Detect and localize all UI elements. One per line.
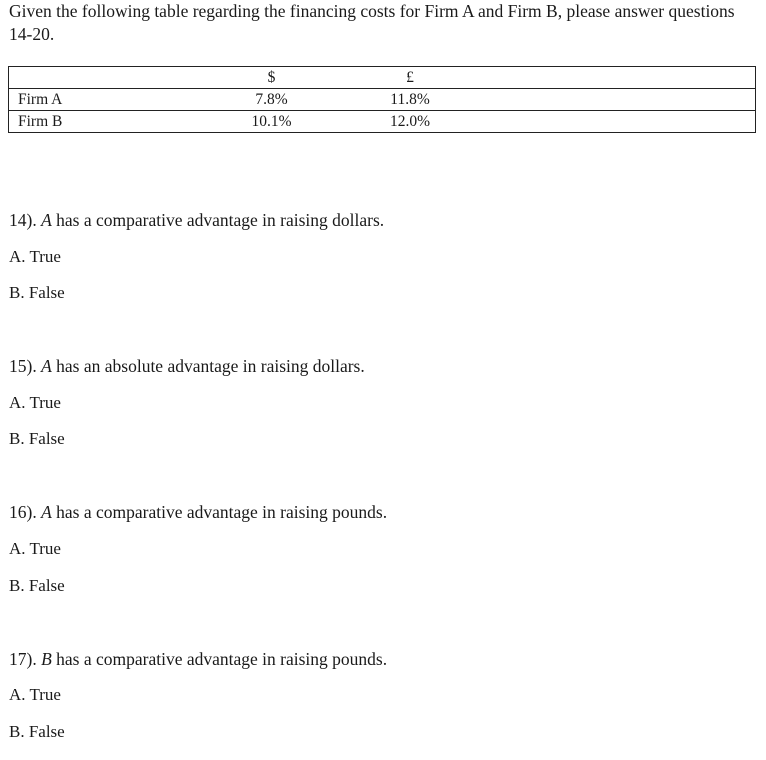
question-14 [9,209,749,302]
row-label: Firm B [9,111,204,133]
cell-dollar-rate: 10.1% [203,111,340,133]
financing-cost-table-wrapper [8,66,756,133]
option-true[interactable]: A. True [9,247,61,266]
header-cell-dollar: $ [203,67,340,89]
question-16 [9,501,749,595]
financing-cost-table [8,66,756,133]
cell-empty [480,89,756,111]
question-text: has a comparative advantage in raising dollars. [56,210,385,230]
option-false[interactable]: B. False [9,576,65,595]
option-false[interactable]: B. False [9,283,65,302]
option-false[interactable]: B. False [9,429,65,448]
cell-pound-rate: 12.0% [340,111,480,133]
option-false[interactable]: B. False [9,722,65,741]
question-stem [9,355,749,377]
intro-text: Given the following table regarding the financing costs for Firm A and Firm B, please answer questions 14-20. [9,1,735,44]
question-number: 16). [9,502,37,522]
question-subject: A [41,356,52,376]
cell-pound-rate: 11.8% [340,89,480,111]
option-true[interactable]: A. True [9,685,61,704]
header-cell-pound: £ [340,67,480,89]
row-label: Firm A [9,89,204,111]
option-true[interactable]: A. True [9,539,61,558]
question-15 [9,355,749,448]
header-cell-empty [480,67,756,89]
question-text: has an absolute advantage in raising dollars. [56,356,365,376]
question-stem [9,501,749,523]
cell-empty [480,111,756,133]
table-header-row [9,67,756,89]
table-row-firm-b [9,111,756,133]
cell-dollar-rate: 7.8% [203,89,340,111]
question-subject: A [41,210,52,230]
question-subject: B [41,649,52,669]
question-number: 15). [9,356,37,376]
table-row-firm-a [9,89,756,111]
question-stem [9,209,749,231]
question-subject: A [41,502,52,522]
question-text: has a comparative advantage in raising pounds. [56,502,388,522]
question-number: 17). [9,649,37,669]
option-true[interactable]: A. True [9,393,61,412]
question-text: has a comparative advantage in raising pounds. [56,649,388,669]
header-cell-blank [9,67,204,89]
question-17 [9,648,749,741]
question-number: 14). [9,210,37,230]
question-stem [9,648,749,670]
